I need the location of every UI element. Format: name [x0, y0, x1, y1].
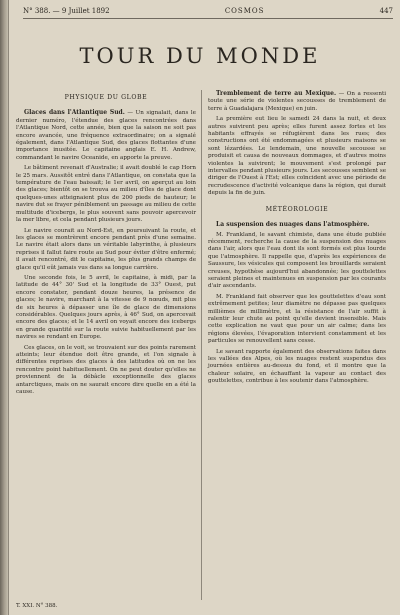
paragraph: M. Frankland fait observer que les gouttelettes d'eau sont extrêmement petites; leur diamètre ne dépasse pas quelques millièmes de millimètre, et la résistance de l'air suffit à ralentir leur chute au point qu'elle devient insensible. Mais cette explication ne vaut que pour un air calme; dans les régions élevées, l'évaporation intervient constamment et les particules se renouvellent sans cesse. [208, 293, 386, 345]
paragraph: Ces glaces, on le voit, se trouvaient sur des points rarement atteints; leur étendue doit être grande, et l'on signale à différentes reprises des glaces à des latitudes où on ne les rencontre point habituellement. On ne peut douter qu'elles ne proviennent de la débâcle exceptionnelle des glaces antarctiques, mais on ne saurait encore dire quelle en a été la cause. [16, 344, 196, 396]
section-heading-physique: PHYSIQUE DU GLOBE [64, 94, 148, 101]
page-footer: T. XXI. N° 388. [16, 603, 58, 609]
book-spine [0, 0, 8, 615]
section-heading-meteorologie: MÉTÉOROLOGIE [265, 205, 329, 213]
paragraph: Le bâtiment revenait d'Australie; il avait doublé le cap Horn le 25 mars. Aussitôt entré dans l'Atlantique, on constata que la température de l'eau baissait; le 1er avril, on aperçut au loin des glaces; bientôt on se trouva au milieu d'îles de glace dont quelques-unes atteignaient plus de 200 pieds de hauteur; le navire dut se frayer péniblement un passage au milieu de cette multitude d'icebergs, le plus souvent sans pouvoir apercevoir la mer libre, et cela pendant plusieurs jours. [16, 165, 196, 224]
paragraph: Le navire courait au Nord-Est, en poursuivant la route, et les glaces se montrèrent encore pendant près d'une semaine. Le navire était alors dans un véritable labyrinthe, à plusieurs reprises il fallut faire route au Sud pour éviter d'être enfermé; il avait rencontré, dit le capitaine, les plus grands champs de glace qu'il eût jamais vus dans sa longue carrière. [16, 227, 196, 271]
page-title: TOUR DU MONDE [79, 44, 321, 68]
header-page-number: 447 [379, 7, 393, 15]
column-divider [201, 90, 202, 600]
paragraph: M. Frankland, le savant chimiste, dans une étude publiée récemment, recherche la cause de la suspension des nuages dans l'air, alors que l'eau dont ils sont formés est plus lourde que l'atmosphère. Il rappelle que, d'après les expériences de Saussure, les vésicules qui composent les brouillards seraient creuses, hypothèse aujourd'hui abandonnée; les gouttelettes seraient pleines et maintenues en suspension par les courants d'air ascendants. [208, 231, 386, 290]
right-column [208, 90, 386, 389]
paragraph: Une seconde fois, le 5 avril, le capitaine, à midi, par la latitude de 44° 30' Sud et la longitude de 33° Ouest, put encore constater, pendant douze heures, la présence de glaces; le navire, marchant à la vitesse de 9 nœuds, mit plus de six heures à dépasser une île de glace de dimensions considérables. Quelques jours après, à 46° Sud, on apercevait encore des glaces; et le 14 avril on voyait encore des icebergs en grande quantité sur la route suivie habituellement par les navires se rendant en Europe. [16, 274, 196, 341]
article-subtitle: La suspension des nuages dans l'atmosphère. [216, 221, 370, 229]
paragraph: — Un signalait, dans le dernier numéro, l'étendue des glaces rencontrées dans l'Atlantique Nord, cette année, bien que la saison ne soit pas encore avancée, une fréquence extraordinaire; on a signalé également, dans l'Atlantique Sud, des glaces flottantes d'une importance inusitée. Le capitaine anglais E. H. Andrew, commandant le navire Oceanide, en apporte la preuve. [16, 110, 196, 161]
article-subtitle: Tremblement de terre au Mexique. [216, 90, 337, 97]
paragraph: La première eut lieu le samedi 24 dans la nuit, et deux autres suivirent peu après; elles furent assez fortes et les habitants effrayés se réfugièrent dans les rues; des constructions ont été endommagées et plusieurs maisons se sont lézardées. Le lendemain, une nouvelle secousse se produisit et causa de nouveaux dommages, et d'autres moins violentes la suivirent; le mouvement s'est prolongé par intervalles pendant plusieurs jours. Les secousses semblent se diriger de l'Ouest à l'Est; elles coïncident avec une période de recrudescence d'activité volcanique dans la région, qui durait depuis la fin de juin. [208, 116, 387, 197]
article-subtitle: Glaces dans l'Atlantique Sud. [24, 109, 125, 117]
article-lead [16, 109, 196, 162]
left-column [16, 92, 196, 399]
paragraph: Le savant rapporte également des observations faites dans les vallées des Alpes, où les nuages restent suspendus des journées entières au-dessus du fond, et il montre que la chaleur solaire, en échauffant la vapeur au contact des gouttelettes, contribue à les soutenir dans l'atmosphère. [208, 348, 386, 385]
header-issue: N° 388. — 9 Juillet 1892 [23, 7, 110, 15]
paragraph: — On a ressenti toute une série de violentes secousses de tremblement de terre à Guadalajara (Mexique) en juin. [208, 91, 386, 112]
article-lead [208, 90, 386, 113]
running-header [23, 5, 393, 19]
header-journal: COSMOS [224, 7, 265, 15]
